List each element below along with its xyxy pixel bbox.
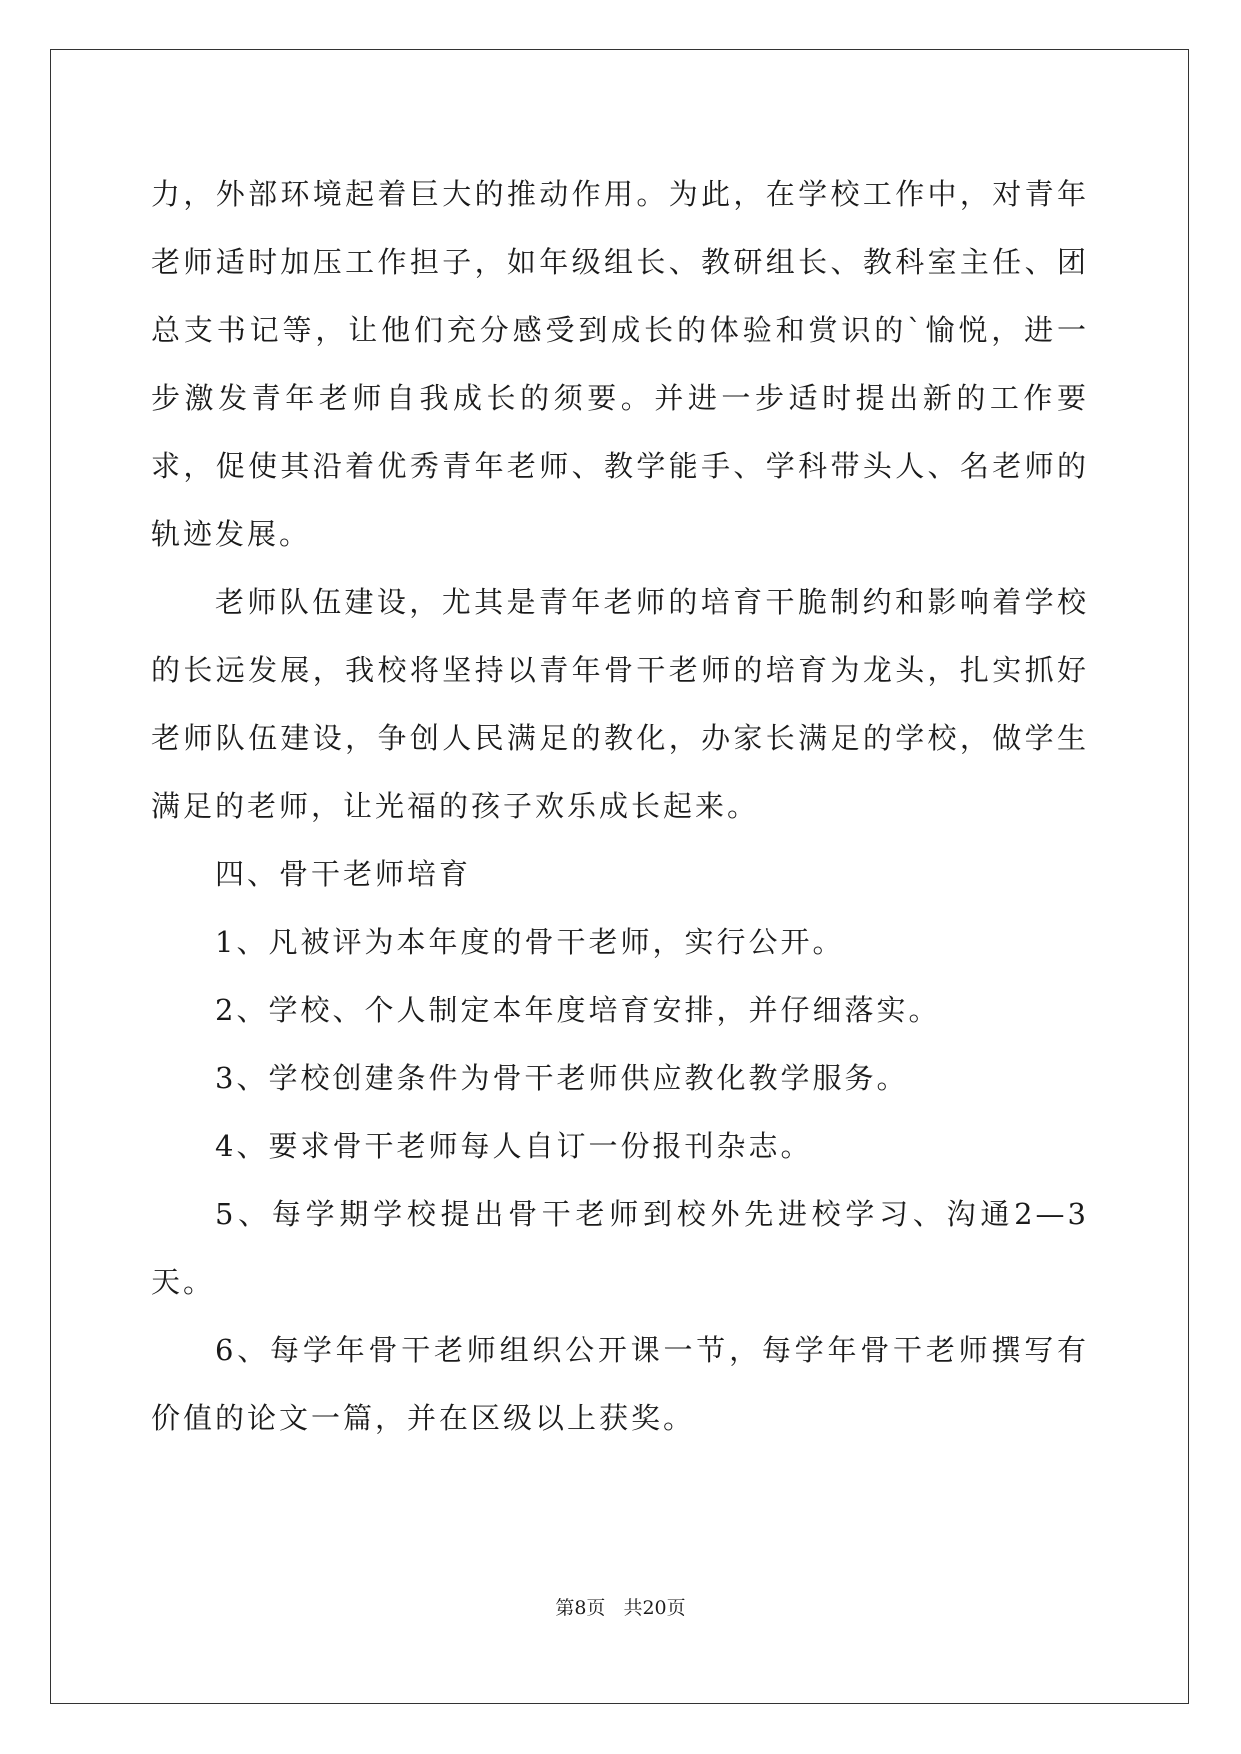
list-item-5: 5、每学期学校提出骨干老师到校外先进校学习、沟通2—3天。 <box>151 1197 1089 1299</box>
document-body <box>151 160 1089 1452</box>
section-heading: 四、骨干老师培育 <box>215 857 472 891</box>
paragraph-2: 老师队伍建设，尤其是青年老师的培育干脆制约和影响着学校的长远发展，我校将坚持以青年骨干老师的培育为龙头，扎实抓好老师队伍建设，争创人民满足的教化，办家长满足的学校，做学生满足的老师，让光福的孩子欢乐成长起来。 <box>151 585 1089 823</box>
page-number: 第8页 <box>555 1597 606 1619</box>
page-total: 共20页 <box>623 1597 686 1619</box>
page-footer <box>0 1593 1241 1620</box>
list-item-3: 3、学校创建条件为骨干老师供应教化教学服务。 <box>215 1061 909 1095</box>
list-item-2: 2、学校、个人制定本年度培育安排，并仔细落实。 <box>215 993 941 1027</box>
list-item-4: 4、要求骨干老师每人自订一份报刊杂志。 <box>215 1129 813 1163</box>
list-item-1: 1、凡被评为本年度的骨干老师，实行公开。 <box>215 925 845 959</box>
list-item-6: 6、每学年骨干老师组织公开课一节，每学年骨干老师撰写有价值的论文一篇，并在区级以上获奖。 <box>151 1333 1089 1435</box>
paragraph-1: 力，外部环境起着巨大的推动作用。为此，在学校工作中，对青年老师适时加压工作担子，如年级组长、教研组长、教科室主任、团总支书记等，让他们充分感受到成长的体验和赏识的`愉悦，进一步激发青年老师自我成长的须要。并进一步适时提出新的工作要求，促使其沿着优秀青年老师、教学能手、学科带头人、名老师的轨迹发展。 <box>151 177 1089 551</box>
